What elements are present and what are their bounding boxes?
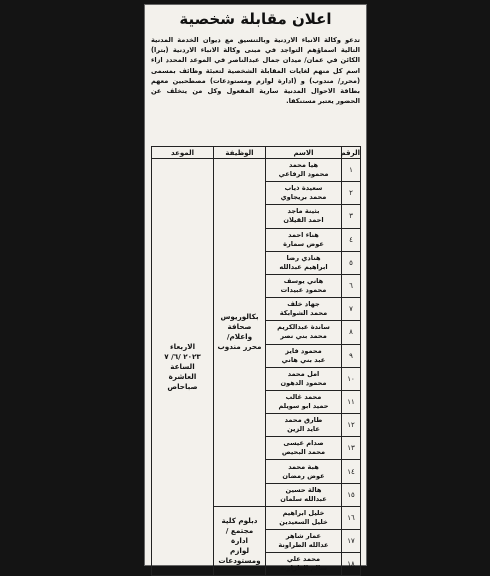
job-title-stores xyxy=(214,506,266,576)
candidate-name xyxy=(266,553,342,576)
job-line: محرر مندوب xyxy=(217,342,262,352)
row-number: ١٤ xyxy=(342,460,361,483)
candidate-name-line: محمد غالب xyxy=(285,392,322,401)
candidate-name-line: محمود الدهون xyxy=(280,378,327,387)
candidate-name xyxy=(266,228,342,251)
candidate-name xyxy=(266,298,342,321)
candidate-name-line: هناء احمد xyxy=(288,230,319,239)
row-number: ١٥ xyxy=(342,483,361,506)
row-number: ٧ xyxy=(342,298,361,321)
row-number: ١٨ xyxy=(342,553,361,576)
row-number: ١٢ xyxy=(342,414,361,437)
appointment-line: ٢٠٢٣ /٦/ ٧ xyxy=(164,352,201,362)
candidate-name-line: محمد الشوابكة xyxy=(279,309,328,318)
candidate-name xyxy=(266,460,342,483)
ad-title: اعلان مقابلة شخصية xyxy=(179,10,332,28)
newspaper-clipping xyxy=(144,4,367,573)
table-body xyxy=(152,159,361,576)
appointment-line: الساعة xyxy=(170,362,195,372)
candidate-name-line: هالة حسين xyxy=(285,485,322,494)
candidate-name xyxy=(266,414,342,437)
job-line: مجتمع / xyxy=(225,526,254,536)
candidate-name-line: صدام عيسى xyxy=(283,439,324,448)
candidate-name-line: عايد الزين xyxy=(287,425,320,434)
job-title-editor xyxy=(214,159,266,507)
candidate-name-line: محمد علي xyxy=(286,555,321,564)
row-number: ١٣ xyxy=(342,437,361,460)
candidate-name-line: عبد بني هاني xyxy=(281,355,326,364)
candidate-name-line: سعيدة ذياب xyxy=(284,184,323,193)
row-number: ٨ xyxy=(342,321,361,344)
candidate-name xyxy=(266,506,342,529)
candidate-name-line: محمد بريجاوي xyxy=(280,193,327,202)
row-number: ٣ xyxy=(342,205,361,228)
candidate-name-line: عوض سمارة xyxy=(283,239,324,248)
candidate-name-line: طارق محمد xyxy=(284,416,323,425)
row-number: ١٦ xyxy=(342,506,361,529)
candidate-name-line: عبدالله سلمان xyxy=(280,494,327,503)
candidate-name xyxy=(266,344,342,367)
row-number: ٢ xyxy=(342,182,361,205)
candidate-name xyxy=(266,321,342,344)
candidate-name-line: خليل السعيدين xyxy=(279,517,328,526)
table-header-row xyxy=(152,147,361,159)
job-line: واعلام/ xyxy=(226,332,253,342)
candidates-table xyxy=(151,146,361,576)
appointment-line: العاشرة xyxy=(168,372,197,382)
header-name: الاسم xyxy=(266,147,342,159)
header-date: الموعد xyxy=(152,147,214,159)
candidate-name xyxy=(266,205,342,228)
job-line: لوازم xyxy=(229,546,250,556)
row-number: ١١ xyxy=(342,390,361,413)
row-number: ٩ xyxy=(342,344,361,367)
candidate-name-line: هيا محمد xyxy=(288,161,319,170)
candidate-name-line: محمود عبيدات xyxy=(280,286,327,295)
candidate-name-line: هبة محمد xyxy=(288,462,319,471)
candidate-name-line: احمد القيلان xyxy=(283,216,324,225)
candidate-name-line: عدالله الطراونة xyxy=(278,541,329,550)
candidate-name-line: سالم الطراونة xyxy=(280,564,327,573)
candidate-name-line: حميد ابو سويلم xyxy=(278,401,329,410)
candidate-name xyxy=(266,483,342,506)
header-job: الوظيفة xyxy=(214,147,266,159)
candidate-name xyxy=(266,390,342,413)
ad-intro-paragraph: تدعو وكالة الانباء الاردنية وبالتنسيق مع ديوان الخدمة المدنية التالية اسماؤهم التواجد في مبنى وكالة الانباء الاردنية (بترا) الكائن في عمان/ ميدان جمال عبدالناصر في الموعد المحدد ازاء اسم كل منهم لغايات المقابلة الشخصية لتعبئة وظائف بمسمى (محرر/ مندوب) و (ادارة لوازم ومستودعات) مصطحبين معهم بطاقة الاحوال المدنية سارية المفعول وكل من يتخلف عن الحضور يعتبر مستنكفا. xyxy=(151,36,360,106)
candidate-name-line: محمد البحيص xyxy=(281,448,326,457)
candidate-name-line: محمود الرفاعي xyxy=(278,170,329,179)
candidate-name xyxy=(266,182,342,205)
candidate-name-line: هاني يوسف xyxy=(283,277,324,286)
candidate-name-line: جهاد خلف xyxy=(287,300,320,309)
candidate-name-line: محمود فايز xyxy=(285,346,322,355)
appointment-line: الاربعاء xyxy=(169,342,196,352)
candidate-name-line: بثينة ماجد xyxy=(287,207,320,216)
candidate-name xyxy=(266,159,342,182)
candidate-name-line: محمد بني نصر xyxy=(280,332,327,341)
row-number: ١٧ xyxy=(342,530,361,553)
candidate-name-line: خليل ابراهيم xyxy=(282,508,325,517)
candidate-name-line: عوض رمضان xyxy=(282,471,325,480)
candidate-name xyxy=(266,274,342,297)
row-number: ٤ xyxy=(342,228,361,251)
appointment-cell xyxy=(152,159,214,576)
job-line: ومستودعات xyxy=(218,556,261,566)
candidate-name-line: امل محمد xyxy=(287,369,320,378)
candidate-name-line: هنادي رضا xyxy=(286,253,321,262)
row-number: ١ xyxy=(342,159,361,182)
job-line: صحافة xyxy=(227,322,252,332)
candidate-name xyxy=(266,437,342,460)
appointment-line: صباحاص xyxy=(167,382,198,392)
job-line: بكالوريوس xyxy=(220,312,259,322)
header-num: الرقم xyxy=(340,148,360,157)
job-line: ادارة xyxy=(231,536,248,546)
job-line: دبلوم كلية xyxy=(221,516,258,526)
candidate-name xyxy=(266,530,342,553)
row-number: ١٠ xyxy=(342,367,361,390)
candidate-name-line: عمار شاهر xyxy=(285,532,322,541)
row-number: ٥ xyxy=(342,251,361,274)
candidate-name-line: ابراهيم عبدالله xyxy=(279,262,328,271)
row-number: ٦ xyxy=(342,274,361,297)
candidate-name xyxy=(266,367,342,390)
candidate-name-line: ساندة عبدالكريم xyxy=(277,323,330,332)
candidate-name xyxy=(266,251,342,274)
table-row xyxy=(152,159,361,182)
